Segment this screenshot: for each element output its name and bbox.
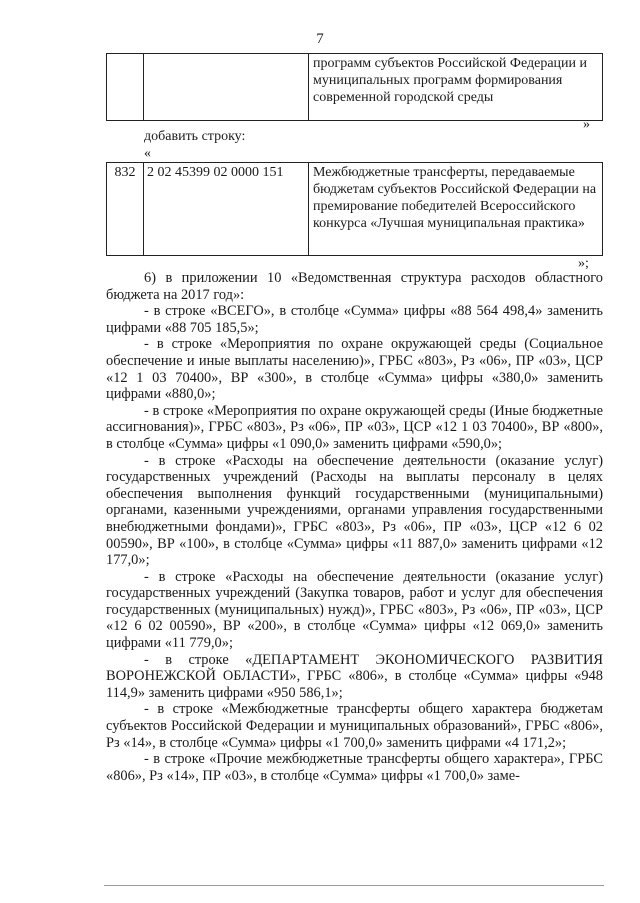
add-row-label: добавить строку: — [144, 129, 246, 144]
document-body — [106, 270, 603, 784]
paragraph-procurement: - в строке «Расходы на обеспечение деятельности (оказание услуг) государственных учреждений (Закупка товаров, работ и услуг для обеспечения государственных (муниципальных) нужд)», ГРБС «803», Рз «06», ПР «03», ЦСР «12 6 02 00590», ВР «200», в столбце «Сумма» цифры «12 069,0» заменить цифрами «11 779,0»; — [106, 568, 603, 652]
paragraph-appendix-10: 6) в приложении 10 «Ведомственная структура расходов областного бюджета на 2017 год»: — [106, 270, 603, 303]
footer-divider — [104, 885, 604, 886]
paragraph-other-transfers: - в строке «Прочие межбюджетные трансферты общего характера», ГРБС «806», Рз «14», ПР «03», в столбце «Сумма» цифры «1 700,0» заме- — [106, 751, 603, 784]
closing-quote: » — [583, 117, 590, 132]
paragraph-interbudget-general: - в строке «Межбюджетные трансферты общего характера бюджетам субъектов Российской Федерации и муниципальных образований», ГРБС «806», Рз «14», в столбце «Сумма» цифры «1 700,0» заменить цифрами «4 171,2»; — [106, 701, 603, 751]
paragraph-environment-social: - в строке «Мероприятия по охране окружающей среды (Социальное обеспечение и иные выплаты населению)», ГРБС «803», Рз «06», ПР «03», ЦСР «12 1 03 70400», ВР «300», в столбце «Сумма» цифры «380,0» заменить цифрами «880,0»; — [106, 336, 603, 403]
table-cell-name: Межбюджетные трансферты, передаваемые бюджетам субъектов Российской Федерации на премирование победителей Всероссийского конкурса «Лучшая муниципальная практика» — [309, 163, 603, 256]
table-cell-kbk — [144, 54, 309, 121]
closing-quote-semicolon: »; — [578, 256, 589, 271]
table-row — [107, 163, 603, 256]
paragraph-total: - в строке «ВСЕГО», в столбце «Сумма» цифры «88 564 498,4» заменить цифрами «88 705 185,5»; — [106, 303, 603, 336]
table-fragment-top — [106, 53, 603, 121]
table-cell-kbk: 2 02 45399 02 0000 151 — [144, 163, 309, 256]
table-cell-name: программ субъектов Российской Федерации и муниципальных программ формирования современной городской среды — [309, 54, 603, 121]
table-cell-code — [107, 54, 144, 121]
paragraph-environment-other: - в строке «Мероприятия по охране окружающей среды (Иные бюджетные ассигнования)», ГРБС «803», Рз «06», ПР «03», ЦСР «12 1 03 70400», ВР «800», в столбце «Сумма» цифры «1 090,0» заменить цифрами «590,0»; — [106, 402, 603, 452]
paragraph-economic-dept: - в строке «ДЕПАРТАМЕНТ ЭКОНОМИЧЕСКОГО РАЗВИТИЯ ВОРОНЕЖСКОЙ ОБЛАСТИ», ГРБС «806», в столбце «Сумма» цифры «948 114,9» заменить цифрами «950 586,1»; — [106, 651, 603, 701]
table-new-row — [106, 162, 603, 256]
table-row — [107, 54, 603, 121]
page-number: 7 — [316, 31, 324, 47]
table-cell-code: 832 — [107, 163, 144, 256]
opening-quote: « — [144, 146, 151, 161]
paragraph-staff-expenses: - в строке «Расходы на обеспечение деятельности (оказание услуг) государственных учреждений (Расходы на выплаты персоналу в целях обеспечения выполнения функций государственными (муниципальными) органами, казенными учреждениями, органами управления государственными внебюджетными фондами)», ГРБС «803», Рз «06», ПР «03», ЦСР «12 6 02 00590», ВР «100», в столбце «Сумма» цифры «11 887,0» заменить цифрами «12 177,0»; — [106, 452, 603, 569]
